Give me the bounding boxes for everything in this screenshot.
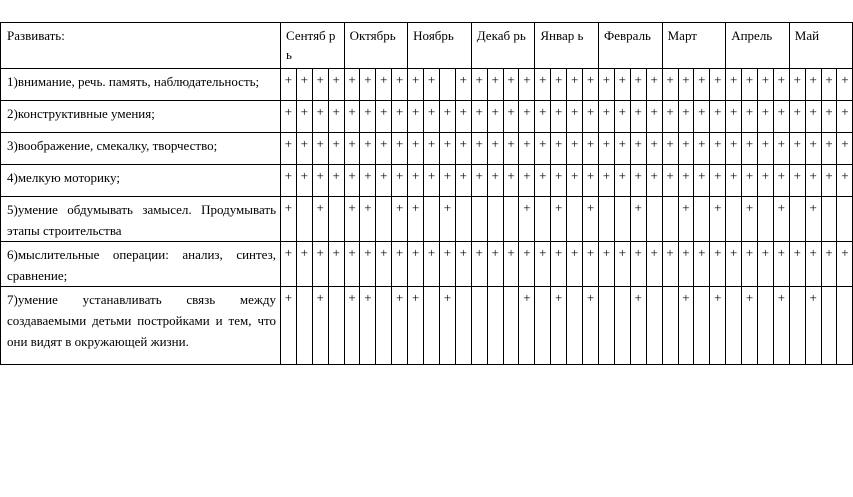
- plan-mark-cell: +: [789, 242, 805, 287]
- plan-mark-cell: +: [567, 133, 583, 165]
- plan-mark-cell: +: [535, 133, 551, 165]
- plan-mark-cell: [789, 197, 805, 242]
- plan-mark-cell: [296, 287, 312, 365]
- plan-mark-cell: +: [773, 69, 789, 101]
- plan-mark-cell: +: [535, 101, 551, 133]
- plan-mark-cell: +: [535, 69, 551, 101]
- plan-mark-cell: +: [821, 101, 837, 133]
- plan-mark-cell: [455, 197, 471, 242]
- plan-mark-cell: +: [455, 165, 471, 197]
- plan-mark-cell: [567, 287, 583, 365]
- plan-mark-cell: +: [646, 101, 662, 133]
- month-header: Сентяб рь: [281, 23, 345, 69]
- plan-mark-cell: +: [312, 242, 328, 287]
- plan-mark-cell: +: [599, 165, 615, 197]
- plan-mark-cell: +: [678, 133, 694, 165]
- plan-mark-cell: +: [662, 101, 678, 133]
- plan-mark-cell: +: [376, 242, 392, 287]
- plan-mark-cell: [471, 287, 487, 365]
- skill-label: 6)мыслительные операции: анализ, синтез, сравнение;: [1, 242, 281, 287]
- plan-mark-cell: +: [408, 101, 424, 133]
- plan-mark-cell: +: [360, 242, 376, 287]
- plan-mark-cell: +: [376, 133, 392, 165]
- plan-mark-cell: +: [439, 197, 455, 242]
- plan-mark-cell: [599, 287, 615, 365]
- plan-mark-cell: +: [551, 197, 567, 242]
- plan-mark-cell: [455, 287, 471, 365]
- plan-mark-cell: +: [773, 242, 789, 287]
- plan-mark-cell: +: [519, 165, 535, 197]
- plan-mark-cell: +: [805, 197, 821, 242]
- plan-mark-cell: +: [281, 133, 297, 165]
- plan-mark-cell: +: [662, 165, 678, 197]
- plan-mark-cell: +: [424, 165, 440, 197]
- plan-mark-cell: +: [408, 197, 424, 242]
- plan-mark-cell: +: [630, 133, 646, 165]
- plan-mark-cell: +: [328, 101, 344, 133]
- plan-mark-cell: +: [296, 133, 312, 165]
- plan-mark-cell: [328, 197, 344, 242]
- header-row: [1, 23, 853, 69]
- plan-mark-cell: +: [535, 242, 551, 287]
- plan-mark-cell: +: [630, 287, 646, 365]
- plan-mark-cell: +: [376, 69, 392, 101]
- plan-mark-cell: +: [328, 242, 344, 287]
- plan-mark-cell: [757, 287, 773, 365]
- plan-mark-cell: +: [487, 69, 503, 101]
- skill-row: [1, 242, 853, 287]
- plan-mark-cell: +: [455, 69, 471, 101]
- plan-mark-cell: +: [630, 69, 646, 101]
- plan-mark-cell: +: [471, 165, 487, 197]
- header-label: Развивать:: [1, 23, 281, 69]
- plan-mark-cell: +: [567, 165, 583, 197]
- plan-mark-cell: +: [455, 242, 471, 287]
- plan-mark-cell: +: [694, 242, 710, 287]
- plan-mark-cell: +: [408, 133, 424, 165]
- plan-mark-cell: +: [503, 69, 519, 101]
- plan-mark-cell: +: [614, 101, 630, 133]
- plan-mark-cell: +: [837, 69, 853, 101]
- plan-mark-cell: +: [392, 165, 408, 197]
- plan-mark-cell: +: [805, 133, 821, 165]
- plan-mark-cell: +: [614, 69, 630, 101]
- plan-mark-cell: +: [551, 165, 567, 197]
- plan-mark-cell: +: [535, 165, 551, 197]
- skill-label: 5)умение обдумывать замысел. Продумывать этапы строительства: [1, 197, 281, 242]
- month-header: Январ ь: [535, 23, 599, 69]
- plan-mark-cell: +: [821, 69, 837, 101]
- month-header: Март: [662, 23, 726, 69]
- plan-mark-cell: [471, 197, 487, 242]
- plan-mark-cell: +: [678, 101, 694, 133]
- plan-mark-cell: +: [726, 101, 742, 133]
- skill-row: [1, 69, 853, 101]
- plan-mark-cell: [821, 287, 837, 365]
- plan-mark-cell: +: [471, 242, 487, 287]
- plan-mark-cell: +: [471, 101, 487, 133]
- plan-mark-cell: +: [726, 165, 742, 197]
- plan-mark-cell: +: [455, 101, 471, 133]
- plan-mark-cell: +: [789, 133, 805, 165]
- plan-mark-cell: [424, 197, 440, 242]
- plan-mark-cell: +: [773, 287, 789, 365]
- plan-mark-cell: +: [551, 287, 567, 365]
- plan-mark-cell: +: [439, 133, 455, 165]
- plan-mark-cell: +: [487, 101, 503, 133]
- skill-row: [1, 165, 853, 197]
- plan-mark-cell: +: [296, 242, 312, 287]
- plan-mark-cell: [662, 197, 678, 242]
- plan-mark-cell: +: [583, 133, 599, 165]
- plan-mark-cell: +: [630, 242, 646, 287]
- plan-mark-cell: +: [328, 133, 344, 165]
- plan-mark-cell: +: [408, 165, 424, 197]
- month-header: Октябрь: [344, 23, 408, 69]
- month-header: Февраль: [599, 23, 663, 69]
- plan-mark-cell: +: [662, 133, 678, 165]
- plan-mark-cell: +: [344, 242, 360, 287]
- plan-mark-cell: +: [805, 165, 821, 197]
- plan-mark-cell: +: [360, 101, 376, 133]
- plan-mark-cell: [503, 287, 519, 365]
- plan-mark-cell: +: [821, 165, 837, 197]
- plan-mark-cell: +: [646, 69, 662, 101]
- plan-mark-cell: +: [344, 101, 360, 133]
- plan-mark-cell: +: [757, 133, 773, 165]
- plan-mark-cell: +: [519, 69, 535, 101]
- plan-mark-cell: +: [742, 242, 758, 287]
- plan-mark-cell: +: [789, 165, 805, 197]
- plan-mark-cell: +: [710, 69, 726, 101]
- plan-mark-cell: +: [439, 165, 455, 197]
- plan-mark-cell: +: [296, 69, 312, 101]
- plan-mark-cell: +: [296, 101, 312, 133]
- plan-mark-cell: [726, 287, 742, 365]
- plan-mark-cell: +: [392, 69, 408, 101]
- skill-label: 7)умение устанавливать связь между создаваемыми детьми постройками и тем, что они видят в окружающей жизни.: [1, 287, 281, 365]
- plan-mark-cell: +: [455, 133, 471, 165]
- plan-mark-cell: +: [551, 242, 567, 287]
- plan-mark-cell: [646, 197, 662, 242]
- plan-mark-cell: +: [805, 242, 821, 287]
- plan-mark-cell: +: [583, 197, 599, 242]
- plan-mark-cell: [599, 197, 615, 242]
- plan-mark-cell: +: [392, 101, 408, 133]
- plan-mark-cell: +: [344, 165, 360, 197]
- plan-mark-cell: +: [439, 242, 455, 287]
- plan-mark-cell: +: [281, 69, 297, 101]
- plan-mark-cell: +: [376, 101, 392, 133]
- plan-mark-cell: +: [614, 242, 630, 287]
- plan-mark-cell: +: [837, 242, 853, 287]
- plan-mark-cell: +: [424, 242, 440, 287]
- skill-row: [1, 287, 853, 365]
- plan-mark-cell: +: [439, 287, 455, 365]
- plan-mark-cell: +: [439, 101, 455, 133]
- plan-mark-cell: +: [503, 101, 519, 133]
- plan-mark-cell: +: [726, 69, 742, 101]
- skill-row: [1, 197, 853, 242]
- plan-mark-cell: [439, 69, 455, 101]
- plan-mark-cell: [296, 197, 312, 242]
- plan-mark-cell: +: [773, 101, 789, 133]
- plan-mark-cell: +: [821, 133, 837, 165]
- plan-mark-cell: [376, 287, 392, 365]
- plan-mark-cell: +: [757, 69, 773, 101]
- plan-mark-cell: +: [312, 133, 328, 165]
- plan-mark-cell: +: [503, 133, 519, 165]
- plan-mark-cell: +: [710, 287, 726, 365]
- plan-mark-cell: +: [821, 242, 837, 287]
- plan-mark-cell: +: [376, 165, 392, 197]
- plan-mark-cell: +: [281, 242, 297, 287]
- month-header: Май: [789, 23, 853, 69]
- plan-mark-cell: +: [805, 287, 821, 365]
- plan-mark-cell: +: [742, 287, 758, 365]
- plan-mark-cell: +: [837, 101, 853, 133]
- plan-mark-cell: +: [519, 287, 535, 365]
- plan-mark-cell: [614, 197, 630, 242]
- plan-mark-cell: +: [742, 133, 758, 165]
- plan-mark-cell: [614, 287, 630, 365]
- plan-mark-cell: +: [408, 69, 424, 101]
- plan-mark-cell: +: [471, 133, 487, 165]
- plan-mark-cell: +: [567, 101, 583, 133]
- plan-mark-cell: +: [694, 69, 710, 101]
- plan-mark-cell: +: [487, 242, 503, 287]
- skill-label: 2)конструктивные умения;: [1, 101, 281, 133]
- plan-mark-cell: +: [567, 69, 583, 101]
- plan-mark-cell: +: [599, 133, 615, 165]
- plan-mark-cell: +: [360, 165, 376, 197]
- plan-mark-cell: +: [646, 133, 662, 165]
- plan-mark-cell: +: [424, 101, 440, 133]
- plan-mark-cell: [328, 287, 344, 365]
- plan-mark-cell: +: [344, 197, 360, 242]
- plan-mark-cell: +: [773, 165, 789, 197]
- plan-mark-cell: [757, 197, 773, 242]
- plan-mark-cell: +: [312, 69, 328, 101]
- plan-mark-cell: [662, 287, 678, 365]
- plan-mark-cell: +: [408, 242, 424, 287]
- plan-table: [0, 22, 853, 365]
- plan-mark-cell: +: [742, 197, 758, 242]
- plan-mark-cell: +: [392, 133, 408, 165]
- plan-mark-cell: +: [519, 133, 535, 165]
- plan-mark-cell: +: [599, 101, 615, 133]
- plan-mark-cell: +: [742, 165, 758, 197]
- plan-mark-cell: [789, 287, 805, 365]
- plan-mark-cell: [376, 197, 392, 242]
- plan-mark-cell: +: [630, 197, 646, 242]
- plan-mark-cell: +: [726, 242, 742, 287]
- plan-mark-cell: +: [424, 133, 440, 165]
- plan-mark-cell: +: [519, 101, 535, 133]
- plan-mark-cell: +: [583, 165, 599, 197]
- skill-label: 4)мелкую моторику;: [1, 165, 281, 197]
- plan-mark-cell: [487, 197, 503, 242]
- plan-mark-cell: +: [837, 133, 853, 165]
- month-header: Декаб рь: [471, 23, 535, 69]
- plan-mark-cell: +: [757, 165, 773, 197]
- plan-mark-cell: +: [614, 133, 630, 165]
- plan-mark-cell: [646, 287, 662, 365]
- plan-mark-cell: [535, 287, 551, 365]
- plan-mark-cell: +: [837, 165, 853, 197]
- plan-mark-cell: +: [424, 69, 440, 101]
- plan-mark-cell: +: [678, 287, 694, 365]
- plan-mark-cell: [837, 287, 853, 365]
- plan-mark-cell: +: [805, 69, 821, 101]
- plan-mark-cell: +: [694, 133, 710, 165]
- plan-mark-cell: +: [360, 197, 376, 242]
- plan-mark-cell: +: [646, 165, 662, 197]
- plan-mark-cell: +: [344, 69, 360, 101]
- month-header: Ноябрь: [408, 23, 472, 69]
- plan-mark-cell: +: [599, 242, 615, 287]
- plan-mark-cell: +: [662, 69, 678, 101]
- plan-mark-cell: +: [281, 101, 297, 133]
- plan-mark-cell: +: [710, 197, 726, 242]
- plan-mark-cell: +: [408, 287, 424, 365]
- plan-mark-cell: +: [519, 197, 535, 242]
- plan-mark-cell: +: [710, 133, 726, 165]
- plan-mark-cell: +: [519, 242, 535, 287]
- plan-mark-cell: +: [694, 165, 710, 197]
- plan-mark-cell: +: [678, 197, 694, 242]
- plan-mark-cell: +: [392, 242, 408, 287]
- plan-mark-cell: +: [312, 165, 328, 197]
- plan-mark-cell: +: [662, 242, 678, 287]
- plan-mark-cell: +: [360, 133, 376, 165]
- plan-mark-cell: +: [710, 165, 726, 197]
- skill-label: 1)внимание, речь. память, наблюдательность;: [1, 69, 281, 101]
- plan-mark-cell: +: [694, 101, 710, 133]
- plan-mark-cell: +: [726, 133, 742, 165]
- skill-label: 3)воображение, смекалку, творчество;: [1, 133, 281, 165]
- month-header: Апрель: [726, 23, 790, 69]
- plan-mark-cell: +: [344, 133, 360, 165]
- plan-mark-cell: [694, 287, 710, 365]
- plan-mark-cell: +: [392, 287, 408, 365]
- plan-mark-cell: +: [710, 242, 726, 287]
- plan-mark-cell: +: [551, 101, 567, 133]
- plan-mark-cell: +: [583, 101, 599, 133]
- plan-mark-cell: +: [392, 197, 408, 242]
- plan-mark-cell: +: [360, 69, 376, 101]
- plan-mark-cell: +: [487, 133, 503, 165]
- plan-mark-cell: +: [344, 287, 360, 365]
- plan-mark-cell: [837, 197, 853, 242]
- plan-mark-cell: +: [328, 165, 344, 197]
- plan-mark-cell: +: [551, 69, 567, 101]
- plan-mark-cell: [726, 197, 742, 242]
- plan-mark-cell: [487, 287, 503, 365]
- plan-mark-cell: +: [773, 197, 789, 242]
- plan-mark-cell: [694, 197, 710, 242]
- plan-mark-cell: +: [360, 287, 376, 365]
- plan-mark-cell: +: [614, 165, 630, 197]
- plan-mark-cell: +: [567, 242, 583, 287]
- skill-row: [1, 133, 853, 165]
- plan-mark-cell: +: [583, 242, 599, 287]
- plan-mark-cell: +: [312, 101, 328, 133]
- plan-mark-cell: +: [678, 242, 694, 287]
- plan-mark-cell: +: [805, 101, 821, 133]
- plan-mark-cell: +: [710, 101, 726, 133]
- plan-mark-cell: +: [599, 69, 615, 101]
- plan-mark-cell: [424, 287, 440, 365]
- plan-mark-cell: +: [503, 242, 519, 287]
- plan-mark-cell: [503, 197, 519, 242]
- plan-mark-cell: +: [678, 165, 694, 197]
- plan-mark-cell: [821, 197, 837, 242]
- plan-mark-cell: +: [281, 165, 297, 197]
- plan-mark-cell: +: [757, 101, 773, 133]
- plan-mark-cell: +: [312, 197, 328, 242]
- plan-mark-cell: +: [583, 287, 599, 365]
- plan-mark-cell: +: [630, 101, 646, 133]
- plan-mark-cell: +: [646, 242, 662, 287]
- plan-mark-cell: +: [487, 165, 503, 197]
- plan-mark-cell: +: [678, 69, 694, 101]
- plan-mark-cell: +: [742, 69, 758, 101]
- plan-mark-cell: +: [328, 69, 344, 101]
- plan-mark-cell: +: [281, 197, 297, 242]
- plan-mark-cell: +: [503, 165, 519, 197]
- plan-mark-cell: +: [789, 101, 805, 133]
- plan-mark-cell: +: [296, 165, 312, 197]
- plan-mark-cell: +: [281, 287, 297, 365]
- plan-mark-cell: +: [757, 242, 773, 287]
- plan-mark-cell: [535, 197, 551, 242]
- plan-mark-cell: +: [742, 101, 758, 133]
- plan-mark-cell: +: [312, 287, 328, 365]
- plan-mark-cell: +: [471, 69, 487, 101]
- plan-mark-cell: [567, 197, 583, 242]
- plan-mark-cell: +: [551, 133, 567, 165]
- plan-mark-cell: +: [630, 165, 646, 197]
- skill-row: [1, 101, 853, 133]
- plan-mark-cell: +: [583, 69, 599, 101]
- plan-mark-cell: +: [773, 133, 789, 165]
- plan-mark-cell: +: [789, 69, 805, 101]
